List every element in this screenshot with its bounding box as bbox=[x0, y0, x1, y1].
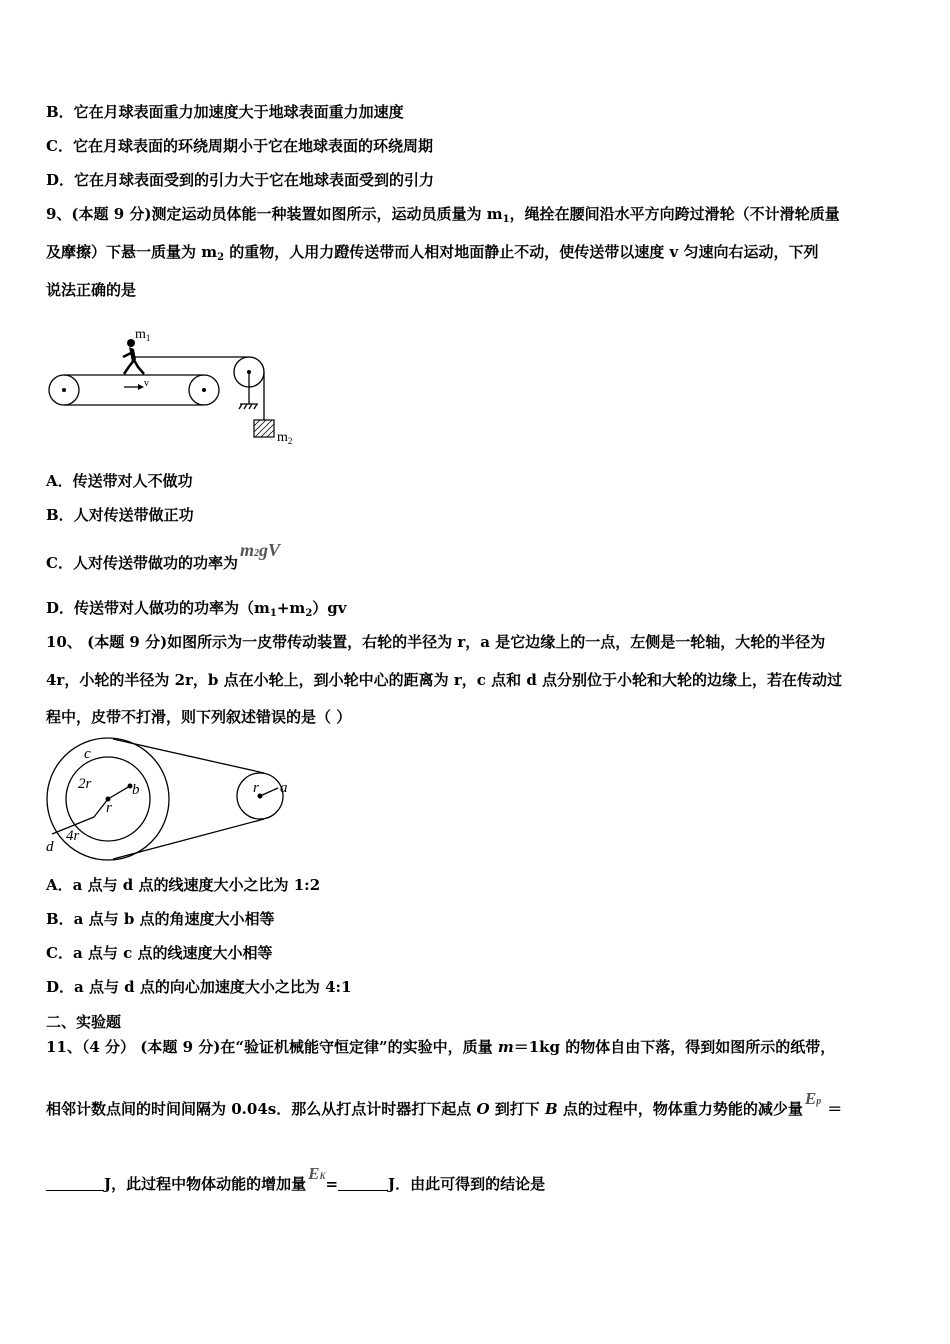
q10-option-d: D．a 点与 d 点的向心加速度大小之比为 4:1 bbox=[46, 978, 352, 996]
conveyor-figure bbox=[44, 320, 304, 452]
q9-option-b: B．人对传送带做正功 bbox=[46, 506, 194, 524]
ep-symbol: Ep bbox=[804, 1089, 822, 1108]
label-m1: $m_1$ bbox=[135, 327, 151, 343]
label-d: d bbox=[46, 839, 54, 855]
q11-stem-line3: J，此过程中物体动能的增加量EK= J．由此可得到的结论是 bbox=[46, 1174, 545, 1196]
ek-symbol: EK bbox=[308, 1164, 326, 1183]
q8-option-c: C．它在月球表面的环绕周期小于它在地球表面的环绕周期 bbox=[46, 137, 433, 155]
q10-option-b: B．a 点与 b 点的角速度大小相等 bbox=[46, 910, 275, 928]
answer-blank-ep[interactable] bbox=[46, 1176, 104, 1191]
q11-stem-line1: 11、（4 分） (本题 9 分)在“验证机械能守恒定律”的实验中，质量 m＝1kg 的物体自由下落，得到如图所示的纸带， bbox=[46, 1038, 836, 1056]
label-r-right: r bbox=[253, 780, 259, 796]
q9-stem-line3: 说法正确的是 bbox=[46, 281, 137, 299]
q8-option-b: B．它在月球表面重力加速度大于地球表面重力加速度 bbox=[46, 103, 404, 121]
label-v: v bbox=[144, 378, 149, 389]
q10-stem-line3: 程中，皮带不打滑，则下列叙述错误的是（ ） bbox=[46, 708, 352, 726]
q9-option-d: D．传送带对人做功的功率为$(m_1+m_2)gv$ bbox=[46, 599, 347, 619]
label-2r: 2r bbox=[78, 776, 92, 792]
q9-option-c: C．人对传送带做功的功率为m2gV bbox=[46, 540, 280, 572]
section-heading: 二、实验题 bbox=[46, 1013, 122, 1031]
label-m2: $m_2$ bbox=[277, 430, 293, 446]
q10-option-c: C．a 点与 c 点的线速度大小相等 bbox=[46, 944, 273, 962]
belt-drive-figure bbox=[40, 736, 300, 862]
q10-stem-line2: 4r，小轮的半径为 2r，b 点在小轮上，到小轮中心的距离为 r，c 点和 d 点分别位于小轮和大轮的边缘上，若在传动过 bbox=[46, 671, 843, 689]
q9-stem-line1: 9、(本题 9 分)测定运动员体能一种装置如图所示，运动员质量为 $m_1$，绳拴在腰间沿水平方向跨过滑轮（不计滑轮质量 bbox=[46, 205, 840, 225]
q11-stem-line2: 相邻计数点间的时间间隔为 0.04s．那么从打点计时器打下起点 O 到打下 B 点的过程中，物体重力势能的减少量Ep ＝ bbox=[46, 1089, 843, 1118]
label-a: a bbox=[280, 780, 288, 796]
label-4r: 4r bbox=[66, 828, 80, 844]
q10-stem-line1: 10、 (本题 9 分)如图所示为一皮带传动装置，右轮的半径为 r，a 是它边缘上的一点，左侧是一轮轴，大轮的半径为 bbox=[46, 633, 826, 651]
label-b: b bbox=[132, 782, 140, 798]
q9-option-a: A．传送带对人不做功 bbox=[46, 472, 193, 490]
power-formula: m2gV bbox=[239, 540, 280, 560]
label-c: c bbox=[84, 746, 91, 762]
q9-stem-line2: 及摩擦）下悬一质量为 $m_2$ 的重物，人用力蹬传送带而人相对地面静止不动，使传送带以速度 v 匀速向右运动，下列 bbox=[46, 243, 819, 263]
answer-blank-ek[interactable] bbox=[338, 1176, 388, 1191]
q8-option-d: D．它在月球表面受到的引力大于它在地球表面受到的引力 bbox=[46, 171, 435, 189]
q10-option-a: A．a 点与 d 点的线速度大小之比为 1:2 bbox=[46, 876, 321, 894]
label-r-inner: r bbox=[106, 800, 112, 816]
